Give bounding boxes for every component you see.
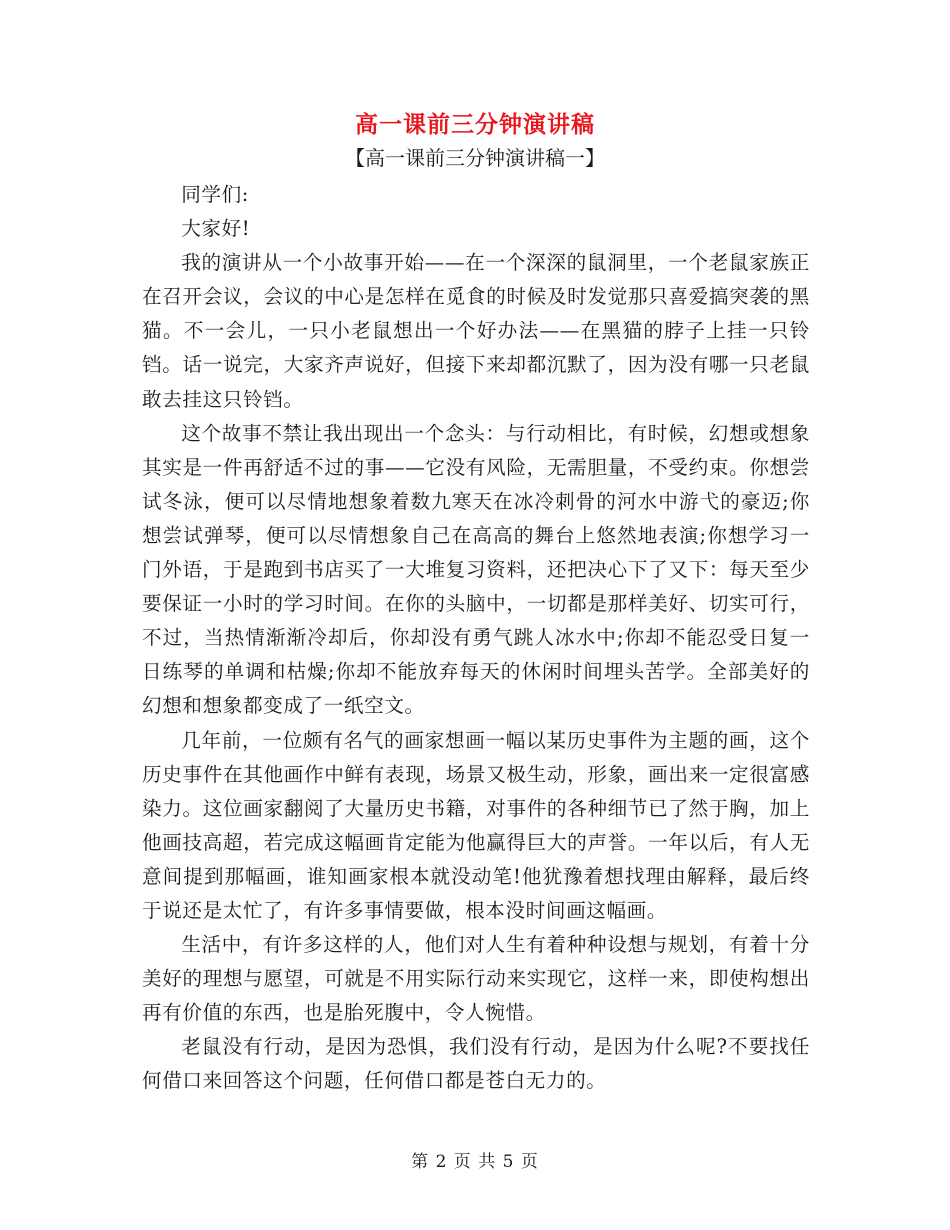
page-number-footer: 第 2 页 共 5 页 [411, 1152, 539, 1172]
body-paragraph: 我的演讲从一个小故事开始——在一个深深的鼠洞里，一个老鼠家族正在召开会议，会议的中心是怎样在觅食的时候及时发觉那只喜爱搞突袭的黑猫。不一会儿，一只小老鼠想出一个好办法——在黑猫的脖子上挂一只铃铛。话一说完，大家齐声说好，但接下来却都沉默了，因为没有哪一只老鼠敢去挂这只铃铛。 [142, 251, 810, 411]
body-paragraph: 老鼠没有行动，是因为恐惧，我们没有行动，是因为什么呢?不要找任何借口来回答这个问题，任何借口都是苍白无力的。 [142, 1035, 810, 1093]
salutation-paragraph: 同学们: [181, 183, 249, 206]
greeting-paragraph: 大家好! [181, 217, 251, 241]
body-paragraph: 生活中，有许多这样的人，他们对人生有着种种设想与规划，有着十分美好的理想与愿望，可就是不用实际行动来实现它，这样一来，即使构想出再有价值的东西，也是胎死腹中，令人惋惜。 [142, 933, 810, 1025]
document-title: 高一课前三分钟演讲稿 [355, 111, 595, 138]
body-paragraph: 几年前，一位颇有名气的画家想画一幅以某历史事件为主题的画，这个历史事件在其他画作中鲜有表现，场景又极生动，形象，画出来一定很富感染力。这位画家翻阅了大量历史书籍，对事件的各种细节已了然于胸，加上他画技高超，若完成这幅画肯定能为他赢得巨大的声誉。一年以后，有人无意间提到那幅画，谁知画家根本就没动笔!他犹豫着想找理由解释，最后终于说还是太忙了，有许多事情要做，根本没时间画这幅画。 [142, 728, 810, 922]
document-subtitle: 【高一课前三分钟演讲稿一】 [345, 146, 605, 170]
body-paragraph: 这个故事不禁让我出现出一个念头：与行动相比，有时候，幻想或想象其实是一件再舒适不过的事——它没有风险，无需胆量，不受约束。你想尝试冬泳，便可以尽情地想象着数九寒天在冰冷刺骨的河水中游弋的豪迈;你想尝试弹琴，便可以尽情想象自己在高高的舞台上悠然地表演;你想学习一门外语，于是跑到书店买了一大堆复习资料，还把决心下了又下：每天至少要保证一小时的学习时间。在你的头脑中，一切都是那样美好、切实可行，不过，当热情渐渐冷却后，你却没有勇气跳人冰水中;你却不能忍受日复一日练琴的单调和枯燥;你却不能放弃每天的休闲时间埋头苦学。全部美好的幻想和想象都变成了一纸空文。 [142, 421, 810, 718]
document-body [142, 178, 810, 1099]
